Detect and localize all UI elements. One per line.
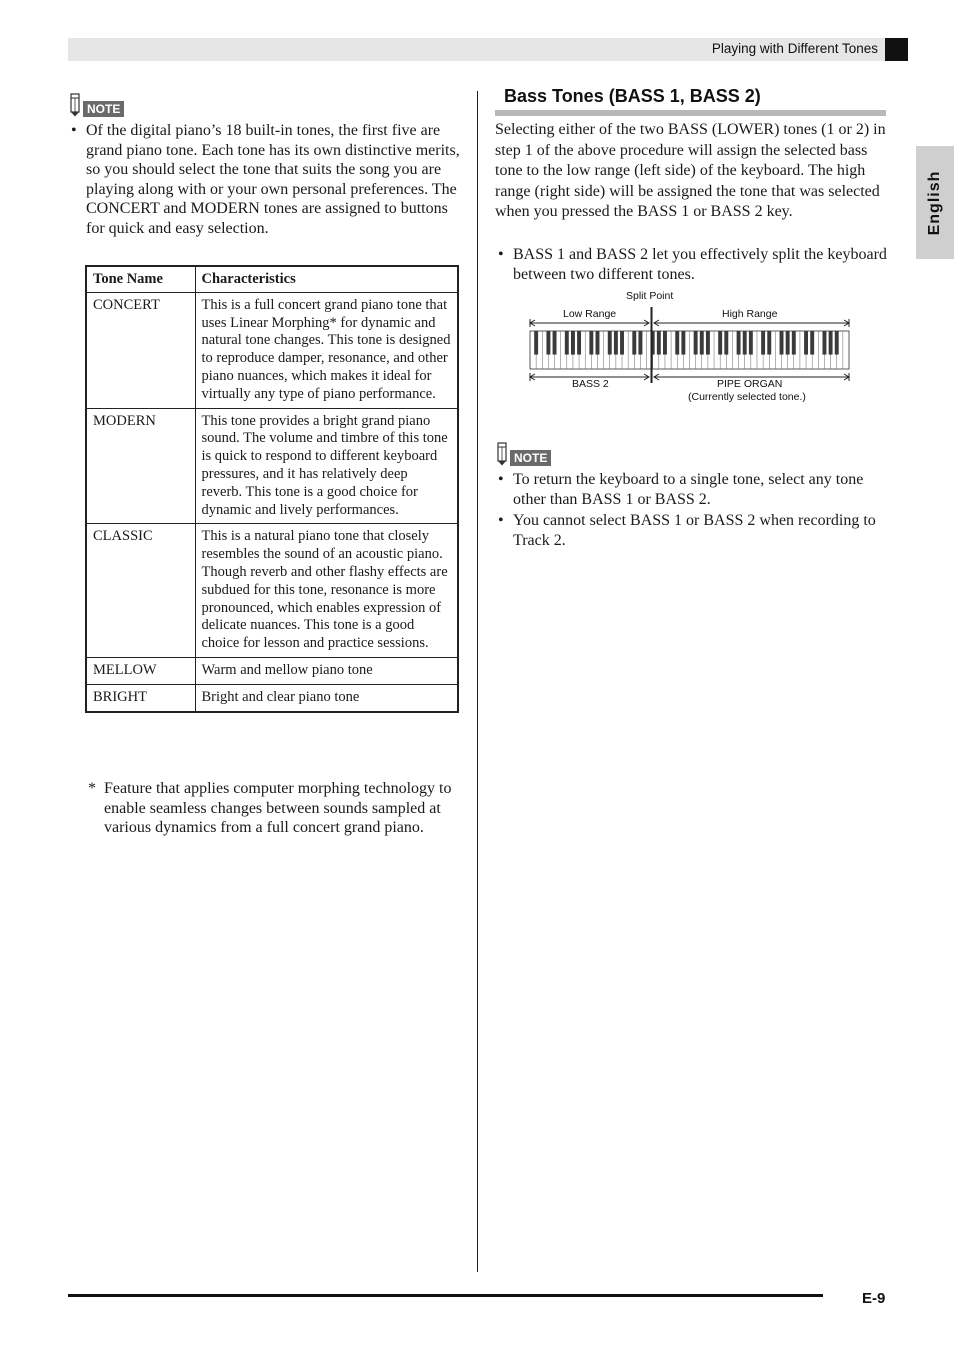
table-row xyxy=(86,657,458,684)
black-key xyxy=(620,331,624,355)
pencil-icon xyxy=(68,93,82,117)
header-bar xyxy=(68,38,908,61)
column-header-tone-name: Tone Name xyxy=(86,266,195,292)
black-key xyxy=(608,331,612,355)
black-key xyxy=(724,331,728,355)
table-row xyxy=(86,292,458,408)
black-key xyxy=(546,331,550,355)
header-title: Playing with Different Tones xyxy=(711,41,878,56)
low-range-label: Low Range xyxy=(563,308,617,320)
note-badge xyxy=(495,442,551,466)
table-header-row xyxy=(86,266,458,292)
list-item: • BASS 1 and BASS 2 let you effectively split the keyboard between two different tones. xyxy=(495,245,887,284)
tone-name-cell: CLASSIC xyxy=(86,524,195,658)
black-key xyxy=(700,331,704,355)
footnote-text: Feature that applies computer morphing technology to enable seamless changes between sounds sampled at various dynamics from a full concert grand piano. xyxy=(104,780,452,836)
black-key xyxy=(749,331,753,355)
high-range-label: High Range xyxy=(722,308,778,320)
black-key xyxy=(638,331,642,355)
footer-rule xyxy=(68,1294,823,1297)
black-key xyxy=(810,331,814,355)
note-label: NOTE xyxy=(510,450,551,466)
high-tone-label: PIPE ORGAN xyxy=(717,378,783,390)
tone-name-cell: MODERN xyxy=(86,408,195,524)
black-key xyxy=(534,331,538,355)
black-key xyxy=(565,331,569,355)
black-key xyxy=(829,331,833,355)
characteristics-cell: Bright and clear piano tone xyxy=(195,684,458,711)
black-key xyxy=(743,331,747,355)
characteristics-cell: This tone provides a bright grand piano sound. The volume and timbre of this tone is quick to respond to different keyboard pressures, and it has relatively deep reverb. This tone is a good choice for dynamic and lively performances. xyxy=(195,408,458,524)
tone-name-cell: CONCERT xyxy=(86,292,195,408)
note-badge xyxy=(68,93,124,117)
page-number: E-9 xyxy=(862,1290,886,1307)
list-item: • Of the digital piano’s 18 built-in tones, the first five are grand piano tone. Each tone has its own distinctive merits, so you should select the tone that suits the song you are playing along with or your own personal preferences. The CONCERT and MODERN tones are assigned to buttons for quick and easy selection. xyxy=(68,121,460,238)
characteristics-cell: This is a full concert grand piano tone that uses Linear Morphing* for dynamic and natural tone changes. This tone is designed to reproduce damper, resonance, and other piano nuances, which makes it ideal for virtually any type of piano performance. xyxy=(195,292,458,408)
bass-bullets xyxy=(495,245,887,284)
high-tone-note: (Currently selected tone.) xyxy=(688,391,806,403)
black-key xyxy=(822,331,826,355)
language-tab-label: English xyxy=(926,170,943,235)
black-key xyxy=(792,331,796,355)
black-key xyxy=(786,331,790,355)
black-key xyxy=(780,331,784,355)
low-tone-label: BASS 2 xyxy=(572,378,609,390)
note-bullets xyxy=(495,470,887,550)
black-key xyxy=(804,331,808,355)
column-header-characteristics: Characteristics xyxy=(195,266,458,292)
black-key xyxy=(571,331,575,355)
language-tab xyxy=(916,146,954,259)
tone-name-cell: BRIGHT xyxy=(86,684,195,711)
list-item: • To return the keyboard to a single tone, select any tone other than BASS 1 or BASS 2. xyxy=(495,470,887,509)
split-point-label: Split Point xyxy=(626,290,674,302)
black-key xyxy=(706,331,710,355)
characteristics-cell: Warm and mellow piano tone xyxy=(195,657,458,684)
header-marker xyxy=(885,38,908,61)
black-key xyxy=(614,331,618,355)
bass-intro-paragraph: Selecting either of the two BASS (LOWER) tones (1 or 2) in step 1 of the above procedure will assign the selected bass tone to the low range (left side) of the keyboard. The high range (right side) will be assigned the tone that was selected when you pressed the BASS 1 or BASS 2 key. xyxy=(495,121,886,221)
black-key xyxy=(663,331,667,355)
black-key xyxy=(835,331,839,355)
footnote-mark: * xyxy=(88,780,96,797)
black-key xyxy=(681,331,685,355)
section-title: Bass Tones (BASS 1, BASS 2) xyxy=(504,86,761,106)
note-label: NOTE xyxy=(83,101,124,117)
characteristics-cell: This is a natural piano tone that closely resembles the sound of an acoustic piano. Though reverb and other flashy effects are subdued for this tone, resonance is more pronounced, which enables expression of delicate nuances. This tone is a good choice for lesson and practice sessions. xyxy=(195,524,458,658)
black-key xyxy=(767,331,771,355)
tone-name-cell: MELLOW xyxy=(86,657,195,684)
section-title-rule xyxy=(495,110,886,116)
footnote xyxy=(88,779,460,838)
black-key xyxy=(596,331,600,355)
black-key xyxy=(577,331,581,355)
black-key xyxy=(675,331,679,355)
intro-bullets xyxy=(68,121,460,238)
black-key xyxy=(718,331,722,355)
table-row xyxy=(86,408,458,524)
keyboard-split-diagram xyxy=(527,288,857,410)
black-key xyxy=(589,331,593,355)
tone-table xyxy=(85,265,459,713)
list-item: • You cannot select BASS 1 or BASS 2 when recording to Track 2. xyxy=(495,511,887,550)
black-key xyxy=(694,331,698,355)
black-key xyxy=(553,331,557,355)
column-divider xyxy=(477,91,478,1272)
black-key xyxy=(761,331,765,355)
black-key xyxy=(632,331,636,355)
table-row xyxy=(86,524,458,658)
black-key xyxy=(737,331,741,355)
pencil-icon xyxy=(495,442,509,466)
black-key xyxy=(657,331,661,355)
table-row xyxy=(86,684,458,711)
